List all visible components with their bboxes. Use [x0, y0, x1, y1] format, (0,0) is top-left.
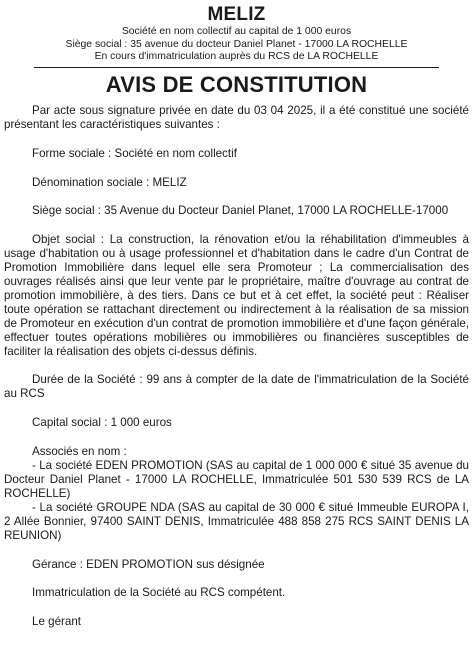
company-address: Siège social : 35 avenue du docteur Daniel Planet - 17000 LA ROCHELLE — [65, 38, 408, 50]
forme-sociale: Forme sociale : Société en nom collectif — [32, 146, 237, 160]
notice-title: AVIS DE CONSTITUTION — [105, 71, 368, 97]
immatriculation: Immatriculation de la Société au RCS compétent. — [32, 586, 286, 600]
associes-label: Associés en nom : — [32, 445, 127, 459]
capital-social: Capital social : 1 000 euros — [32, 416, 172, 430]
duree-societe: Durée de la Société : 99 ans à compter de la date de l'immatriculation de la Société au RCS — [4, 373, 469, 401]
company-name: MELIZ — [207, 4, 266, 25]
signature: Le gérant — [32, 615, 81, 629]
associe-groupe-nda: - La société GROUPE NDA (SAS au capital de 30 000 € situé Immeuble EUROPA I, 2 Allée Bonnier, 97400 SAINT DENIS, Immatriculée 488 858 275 RCS SAINT DENIS LA REUNION) — [4, 500, 469, 542]
associe-eden-promotion: - La société EDEN PROMOTION (SAS au capital de 1 000 000 € situé 35 avenue du Docteur Daniel Planet - 17000 LA ROCHELLE, Immatriculée 501 530 539 RCS de LA ROCHELLE) — [4, 459, 469, 500]
denomination-sociale: Dénomination sociale : MELIZ — [32, 175, 187, 189]
header-divider — [34, 67, 439, 68]
objet-social: Objet social : La construction, la rénovation et/ou la réhabilitation d'immeubles à usage d'habitation ou à usage professionnel et d'habitation dans le cadre d'un Contrat de Promotion Immobilière dans lequel elle sera Promoteur ; La commercialisation des ouvrages réalisés ainsi que leur vente par le propriétaire, maître d'ouvrage au contrat de promotion immobilière, à des tiers. Dans ce but et à cet effet, la société peut : Réaliser toute opération se rattachant directement ou indirectement à la réalisation de sa mission de Promoteur en exécution d'un contrat de promotion immobilière et d'une façon générale, effectuer toutes opérations mobilières ou immobilières ou financières susceptibles de faciliter la réalisation des objets ci-dessus définis. — [4, 233, 469, 358]
gerance: Gérance : EDEN PROMOTION sus désignée — [32, 557, 265, 571]
company-registration: En cours d'immatriculation auprès du RCS de LA ROCHELLE — [94, 51, 379, 63]
intro-paragraph: Par acte sous signature privée en date du 03 04 2025, il a été constitué une société présentant les caractéristiques suivantes : — [4, 103, 469, 131]
company-capital: Société en nom collectif au capital de 1 000 euros — [121, 26, 352, 37]
siege-social: Siège social : 35 Avenue du Docteur Daniel Planet, 17000 LA ROCHELLE-17000 — [32, 204, 449, 218]
